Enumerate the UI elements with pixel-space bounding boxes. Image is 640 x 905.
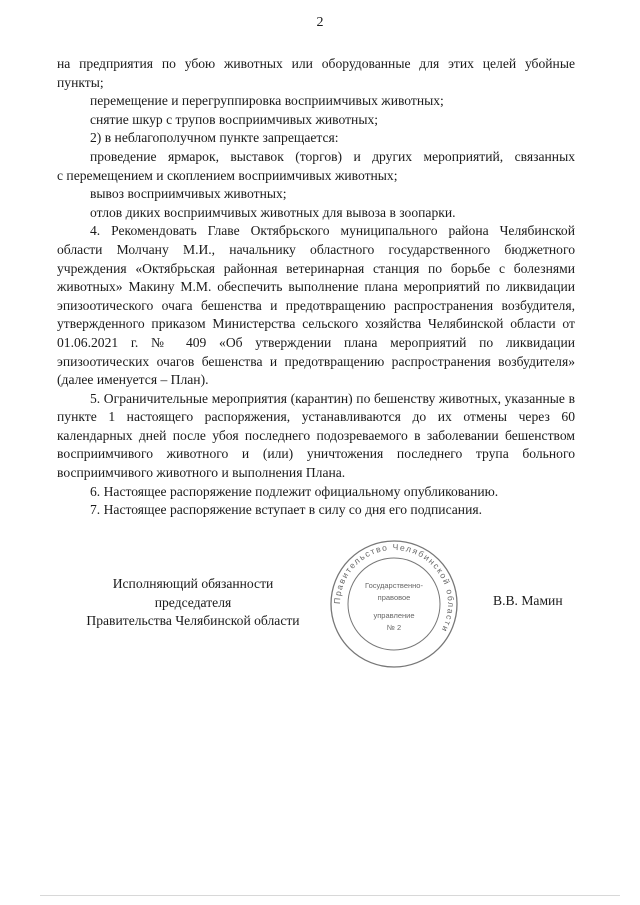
paragraph-item-5: 5. Ограничительные мероприятия (карантин) по бешенству животных, указанные в пункте 1 настоящего распоряжения, устанавливаются до их отмены через 60 календарных дней после убоя последнего подозреваемого в заболевании бешенством восприимчивого животного и (или) уничтожения последнего трупа больного восприимчивого животного и выполнения Плана. (57, 390, 575, 481)
paragraph-line: с перемещением и скоплением восприимчивых животных; (57, 167, 398, 183)
list-item: отлов диких восприимчивых животных для вывоза в зоопарки. (90, 204, 456, 220)
page-number: 2 (316, 15, 324, 30)
paragraph-item-7: 7. Настоящее распоряжение вступает в силу со дня его подписания. (90, 502, 483, 518)
paragraph-line: пункты; (57, 74, 104, 90)
scan-edge-line (40, 895, 620, 896)
list-item: снятие шкур с трупов восприимчивых животных; (90, 111, 379, 127)
paragraph-line: на предприятия по убою животных или оборудованные для этих целей убойные (57, 56, 575, 71)
stamp-inner-text: управление (373, 611, 415, 620)
signatory-position (78, 575, 308, 631)
list-item: перемещение и перегруппировка восприимчивых животных; (90, 93, 444, 109)
paragraph-item-4: 4. Рекомендовать Главе Октябрьского муниципального района Челябинской области Молчану М.И., начальнику областного государственного бюджетного учреждения «Октябрьская районная ветеринарная станция по борьбе с болезнями животных» Макину М.М. обеспечить выполнение плана мероприятий по ликвидации эпизоотического очага бешенства и предотвращению распространения возбудителя, утвержденного приказом Министерства сельского хозяйства Челябинской области от 01.06.2021 г. № 409 «Об утверждении плана мероприятий по ликвидации эпизоотических очагов бешенства и предотвращению распространения возбудителя» (далее именуется – План). (57, 223, 575, 388)
signatory-position-line: Правительства Челябинской области (86, 613, 300, 629)
stamp-inner-text: Государственно- (365, 581, 423, 590)
document-body (57, 55, 575, 520)
stamp-inner-text: правовое (377, 593, 411, 602)
paragraph-item-6: 6. Настоящее распоряжение подлежит официальному опубликованию. (90, 483, 499, 499)
list-item: проведение ярмарок, выставок (торгов) и других мероприятий, связанных (90, 148, 575, 164)
signatory-position-line: Исполняющий обязанности председателя (112, 576, 274, 610)
stamp-ring-text: Правительство Челябинской области (331, 541, 457, 635)
list-item: 2) в неблагополучном пункте запрещается: (90, 130, 339, 146)
stamp-inner-text: № 2 (386, 623, 402, 632)
official-stamp (328, 538, 460, 670)
list-item: вывоз восприимчивых животных; (90, 186, 287, 202)
signatory-name: В.В. Мамин (493, 593, 563, 608)
